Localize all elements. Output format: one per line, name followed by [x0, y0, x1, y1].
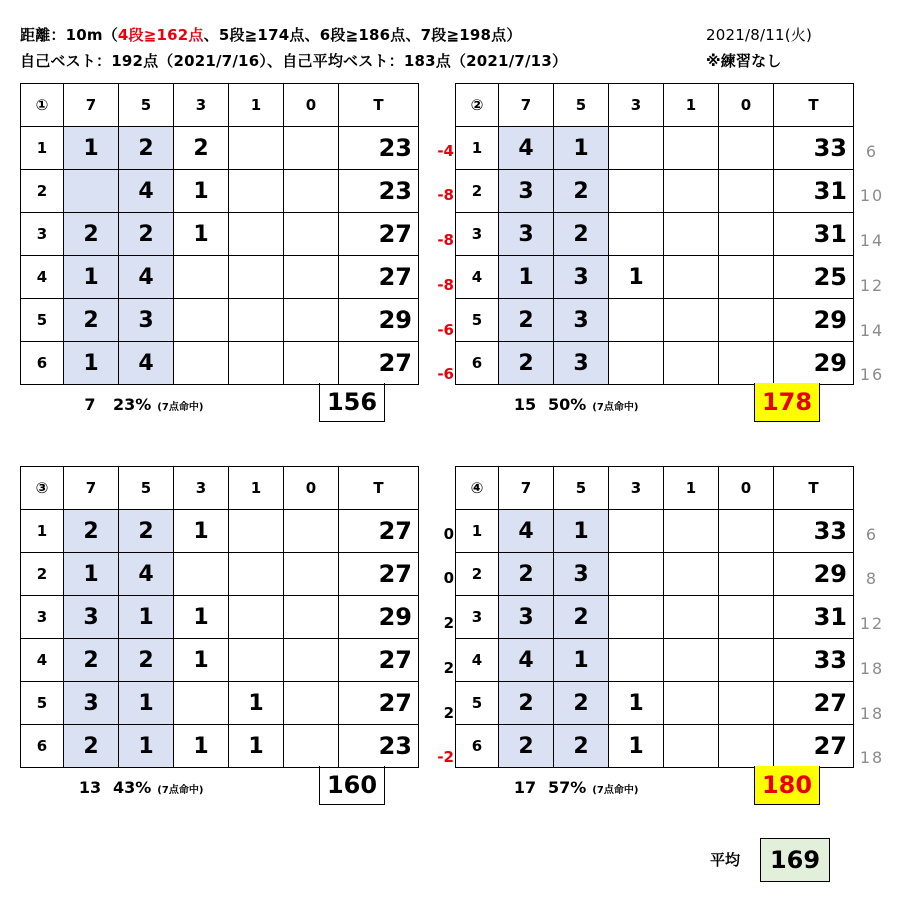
round-label: ③ — [21, 467, 64, 510]
end-total: 31 — [774, 170, 854, 213]
count-5: 3 — [554, 342, 609, 385]
count-7: 2 — [64, 299, 119, 342]
score-table-2 — [455, 83, 854, 385]
end-row — [21, 596, 419, 639]
hit-note: (7点命中) — [592, 401, 639, 413]
round-total: 178 — [754, 383, 820, 422]
count-3 — [609, 553, 664, 596]
count-7: 2 — [499, 725, 554, 768]
hit-note: (7点命中) — [157, 401, 204, 413]
score-table-1 — [20, 83, 419, 385]
column-header: T — [339, 84, 419, 127]
end-row — [21, 170, 419, 213]
cumulative-count: 6 — [865, 524, 879, 544]
hit-note: (7点命中) — [592, 784, 639, 796]
hit-count: 13 — [78, 777, 102, 797]
round-label: ① — [21, 84, 64, 127]
end-total: 27 — [339, 682, 419, 725]
cumulative-count: 8 — [865, 569, 879, 589]
end-total: 31 — [774, 596, 854, 639]
hit-note: (7点命中) — [157, 784, 204, 796]
count-7: 2 — [499, 299, 554, 342]
end-total: 25 — [774, 256, 854, 299]
end-number: 6 — [456, 725, 499, 768]
count-0 — [284, 639, 339, 682]
score-table-3 — [20, 466, 419, 768]
count-3: 1 — [609, 725, 664, 768]
practice-note: ※練習なし — [706, 52, 782, 70]
cumulative-count: 6 — [865, 141, 879, 161]
hit-percent: 57% — [548, 777, 587, 797]
column-header: 3 — [609, 467, 664, 510]
hit-count: 7 — [84, 394, 96, 414]
date-label: 2021/8/11(火) — [706, 26, 813, 44]
end-row — [21, 256, 419, 299]
count-3 — [174, 682, 229, 725]
count-7: 2 — [64, 510, 119, 553]
score-diff: -6 — [437, 365, 454, 384]
end-row — [21, 342, 419, 385]
count-0 — [719, 510, 774, 553]
end-number: 1 — [456, 127, 499, 170]
count-0 — [719, 170, 774, 213]
end-number: 5 — [21, 299, 64, 342]
column-header: 3 — [174, 84, 229, 127]
count-7: 1 — [64, 342, 119, 385]
score-diff: 2 — [443, 703, 454, 722]
end-row — [456, 170, 854, 213]
end-number: 1 — [21, 510, 64, 553]
count-7: 3 — [64, 682, 119, 725]
count-1 — [229, 639, 284, 682]
hit-percent: 23% — [113, 394, 152, 414]
count-5: 1 — [119, 725, 174, 768]
count-7: 3 — [499, 213, 554, 256]
column-header: 0 — [719, 84, 774, 127]
count-5: 2 — [119, 213, 174, 256]
end-number: 2 — [456, 170, 499, 213]
count-1 — [229, 510, 284, 553]
count-5: 4 — [119, 553, 174, 596]
cumulative-count: 18 — [859, 748, 885, 768]
count-0 — [719, 256, 774, 299]
count-7: 3 — [64, 596, 119, 639]
count-3: 1 — [174, 596, 229, 639]
count-3: 1 — [174, 639, 229, 682]
score-diff: -8 — [437, 186, 454, 205]
count-0 — [719, 725, 774, 768]
count-7: 2 — [64, 213, 119, 256]
cumulative-count: 14 — [859, 231, 885, 251]
cumulative-count: 12 — [859, 614, 885, 634]
count-5: 3 — [554, 299, 609, 342]
hit-rate — [75, 395, 203, 414]
column-header: T — [774, 467, 854, 510]
distance-prefix: 距離：10m（ — [20, 26, 118, 44]
count-1 — [229, 256, 284, 299]
end-row — [456, 510, 854, 553]
count-5: 4 — [119, 342, 174, 385]
end-number: 2 — [21, 170, 64, 213]
end-row — [456, 682, 854, 725]
hit-rate — [75, 778, 203, 797]
count-3: 1 — [174, 170, 229, 213]
end-number: 4 — [456, 639, 499, 682]
count-7: 1 — [499, 256, 554, 299]
count-0 — [719, 639, 774, 682]
score-diff: 0 — [443, 524, 454, 543]
end-row — [21, 639, 419, 682]
count-0 — [284, 342, 339, 385]
end-total: 29 — [774, 342, 854, 385]
count-5: 2 — [119, 127, 174, 170]
count-0 — [284, 299, 339, 342]
count-1 — [229, 299, 284, 342]
column-header: 0 — [719, 467, 774, 510]
column-header: 1 — [229, 467, 284, 510]
count-0 — [284, 213, 339, 256]
count-0 — [284, 170, 339, 213]
column-header: 0 — [284, 467, 339, 510]
count-3 — [174, 342, 229, 385]
count-0 — [284, 256, 339, 299]
count-7: 4 — [499, 127, 554, 170]
end-row — [456, 256, 854, 299]
count-3 — [609, 639, 664, 682]
end-total: 29 — [339, 299, 419, 342]
column-header: 0 — [284, 84, 339, 127]
end-number: 3 — [456, 596, 499, 639]
count-1 — [664, 170, 719, 213]
end-total: 29 — [339, 596, 419, 639]
end-row — [21, 510, 419, 553]
round-total: 156 — [319, 383, 385, 422]
column-header: T — [339, 467, 419, 510]
end-number: 5 — [21, 682, 64, 725]
hit-percent: 50% — [548, 394, 587, 414]
end-row — [456, 553, 854, 596]
count-5: 2 — [119, 639, 174, 682]
column-header: 7 — [64, 467, 119, 510]
count-5: 3 — [554, 553, 609, 596]
count-7: 2 — [499, 342, 554, 385]
count-1 — [664, 213, 719, 256]
score-diff: -6 — [437, 320, 454, 339]
column-header: 5 — [119, 84, 174, 127]
count-1: 1 — [229, 725, 284, 768]
count-7: 4 — [499, 639, 554, 682]
count-0 — [284, 510, 339, 553]
end-row — [21, 725, 419, 768]
score-diff: 0 — [443, 569, 454, 588]
column-header: 1 — [664, 467, 719, 510]
count-1 — [664, 510, 719, 553]
count-5: 4 — [119, 170, 174, 213]
count-1 — [664, 596, 719, 639]
end-number: 3 — [21, 596, 64, 639]
count-3 — [609, 299, 664, 342]
end-number: 5 — [456, 682, 499, 725]
count-0 — [284, 553, 339, 596]
count-0 — [719, 213, 774, 256]
end-total: 33 — [774, 639, 854, 682]
count-7: 2 — [499, 682, 554, 725]
column-header: 5 — [554, 84, 609, 127]
count-0 — [284, 127, 339, 170]
end-total: 33 — [774, 127, 854, 170]
end-number: 6 — [21, 342, 64, 385]
count-3 — [609, 213, 664, 256]
end-row — [456, 127, 854, 170]
count-5: 1 — [119, 682, 174, 725]
count-3 — [609, 342, 664, 385]
end-row — [21, 299, 419, 342]
distance-header — [20, 24, 522, 45]
end-row — [456, 596, 854, 639]
hit-percent: 43% — [113, 777, 152, 797]
count-5: 2 — [554, 596, 609, 639]
end-total: 27 — [339, 553, 419, 596]
count-5: 1 — [554, 639, 609, 682]
count-1 — [229, 553, 284, 596]
end-row — [456, 299, 854, 342]
hit-count: 17 — [513, 777, 537, 797]
count-1 — [664, 639, 719, 682]
count-3: 1 — [609, 256, 664, 299]
count-5: 3 — [119, 299, 174, 342]
count-1 — [229, 596, 284, 639]
count-1 — [664, 299, 719, 342]
end-total: 29 — [774, 553, 854, 596]
count-3 — [174, 299, 229, 342]
count-1 — [664, 256, 719, 299]
count-5: 2 — [119, 510, 174, 553]
count-3: 1 — [609, 682, 664, 725]
end-number: 6 — [21, 725, 64, 768]
count-5: 2 — [554, 170, 609, 213]
end-total: 27 — [339, 510, 419, 553]
count-3 — [609, 596, 664, 639]
column-header: 3 — [174, 467, 229, 510]
count-1: 1 — [229, 682, 284, 725]
end-total: 27 — [339, 256, 419, 299]
column-header: 3 — [609, 84, 664, 127]
personal-best-header: 自己ベスト：192点（2021/7/16）、自己平均ベスト：183点（2021/7/13） — [20, 52, 568, 70]
end-total: 27 — [339, 213, 419, 256]
count-0 — [284, 596, 339, 639]
average-label: 平均 — [710, 851, 741, 869]
count-7: 4 — [499, 510, 554, 553]
column-header: 5 — [119, 467, 174, 510]
end-row — [21, 127, 419, 170]
cumulative-count: 10 — [859, 186, 885, 206]
count-7: 1 — [64, 127, 119, 170]
end-row — [21, 213, 419, 256]
column-header: 7 — [499, 467, 554, 510]
count-7: 2 — [64, 725, 119, 768]
count-5: 2 — [554, 725, 609, 768]
count-1 — [664, 725, 719, 768]
round-label: ② — [456, 84, 499, 127]
count-3 — [174, 256, 229, 299]
count-0 — [719, 342, 774, 385]
count-5: 1 — [554, 510, 609, 553]
end-total: 23 — [339, 127, 419, 170]
count-1 — [229, 342, 284, 385]
end-row — [456, 342, 854, 385]
count-7 — [64, 170, 119, 213]
end-total: 27 — [774, 682, 854, 725]
count-5: 2 — [554, 213, 609, 256]
count-3 — [174, 553, 229, 596]
round-total: 180 — [754, 766, 820, 805]
cumulative-count: 12 — [859, 275, 885, 295]
end-total: 29 — [774, 299, 854, 342]
count-0 — [284, 682, 339, 725]
count-7: 3 — [499, 170, 554, 213]
count-0 — [719, 682, 774, 725]
count-1 — [664, 127, 719, 170]
average-value: 169 — [760, 838, 830, 882]
cumulative-count: 14 — [859, 320, 885, 340]
score-diff: -4 — [437, 141, 454, 160]
end-number: 1 — [21, 127, 64, 170]
count-0 — [284, 725, 339, 768]
count-3: 2 — [174, 127, 229, 170]
end-number: 3 — [21, 213, 64, 256]
count-0 — [719, 299, 774, 342]
count-0 — [719, 553, 774, 596]
end-number: 1 — [456, 510, 499, 553]
score-diff: -2 — [437, 748, 454, 767]
count-3 — [609, 127, 664, 170]
end-row — [456, 213, 854, 256]
score-diff: -8 — [437, 275, 454, 294]
count-5: 2 — [554, 682, 609, 725]
end-number: 2 — [456, 553, 499, 596]
score-diff: 2 — [443, 614, 454, 633]
count-5: 4 — [119, 256, 174, 299]
count-3 — [609, 510, 664, 553]
hit-count: 15 — [513, 394, 537, 414]
score-table-4 — [455, 466, 854, 768]
score-diff: -8 — [437, 231, 454, 250]
column-header: 1 — [229, 84, 284, 127]
count-3: 1 — [174, 213, 229, 256]
count-0 — [719, 596, 774, 639]
end-total: 33 — [774, 510, 854, 553]
end-number: 6 — [456, 342, 499, 385]
round-label: ④ — [456, 467, 499, 510]
end-total: 27 — [339, 342, 419, 385]
count-3 — [609, 170, 664, 213]
count-1 — [229, 127, 284, 170]
count-1 — [229, 213, 284, 256]
distance-suffix: 、5段≧174点、6段≧186点、7段≧198点） — [203, 26, 522, 44]
column-header: 7 — [64, 84, 119, 127]
count-5: 3 — [554, 256, 609, 299]
end-number: 4 — [21, 256, 64, 299]
cumulative-count: 16 — [859, 365, 885, 385]
count-7: 3 — [499, 596, 554, 639]
end-row — [456, 639, 854, 682]
end-total: 23 — [339, 170, 419, 213]
end-row — [456, 725, 854, 768]
round-total: 160 — [319, 766, 385, 805]
count-7: 2 — [499, 553, 554, 596]
end-total: 31 — [774, 213, 854, 256]
count-3: 1 — [174, 725, 229, 768]
count-5: 1 — [119, 596, 174, 639]
count-1 — [664, 553, 719, 596]
distance-4dan-threshold: 4段≧162点 — [117, 26, 204, 44]
hit-rate — [510, 778, 638, 797]
end-number: 4 — [456, 256, 499, 299]
end-number: 3 — [456, 213, 499, 256]
column-header: 1 — [664, 84, 719, 127]
cumulative-count: 18 — [859, 658, 885, 678]
count-1 — [664, 342, 719, 385]
count-1 — [664, 682, 719, 725]
end-total: 27 — [339, 639, 419, 682]
count-5: 1 — [554, 127, 609, 170]
end-row — [21, 553, 419, 596]
count-7: 1 — [64, 256, 119, 299]
end-total: 23 — [339, 725, 419, 768]
count-7: 2 — [64, 639, 119, 682]
end-row — [21, 682, 419, 725]
score-diff: 2 — [443, 658, 454, 677]
column-header: T — [774, 84, 854, 127]
cumulative-count: 18 — [859, 703, 885, 723]
end-number: 4 — [21, 639, 64, 682]
count-3: 1 — [174, 510, 229, 553]
column-header: 7 — [499, 84, 554, 127]
count-7: 1 — [64, 553, 119, 596]
hit-rate — [510, 395, 638, 414]
end-total: 27 — [774, 725, 854, 768]
end-number: 2 — [21, 553, 64, 596]
count-0 — [719, 127, 774, 170]
column-header: 5 — [554, 467, 609, 510]
end-number: 5 — [456, 299, 499, 342]
count-1 — [229, 170, 284, 213]
